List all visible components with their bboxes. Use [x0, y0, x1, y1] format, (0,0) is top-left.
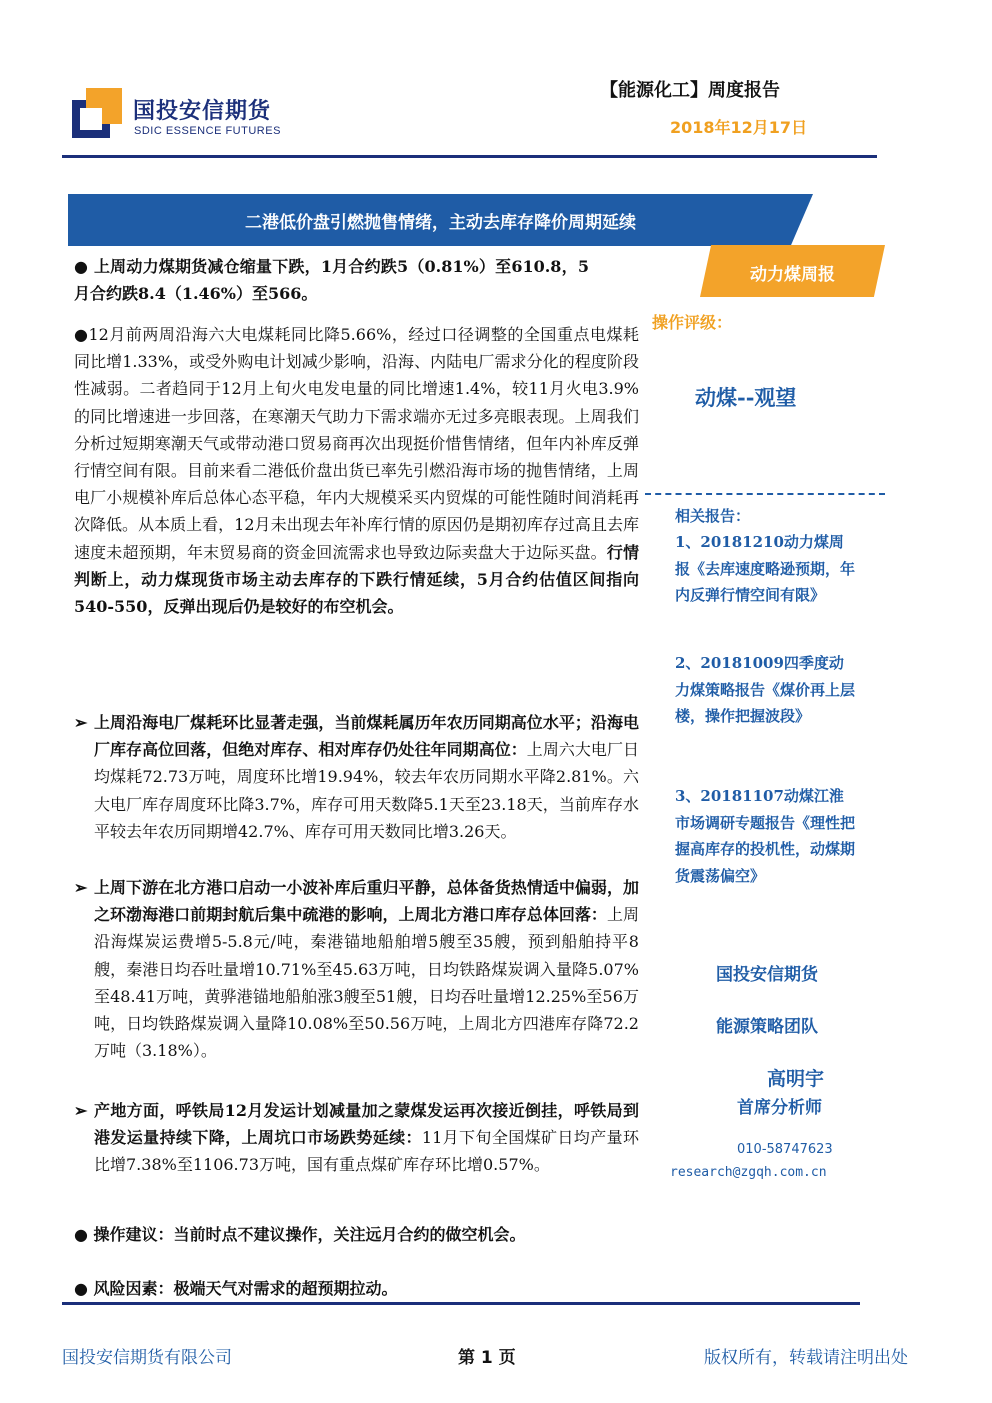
page-number: 第 1 页 [458, 1348, 516, 1368]
company-name-cn: 国投安信期货 [133, 99, 272, 124]
footer-copyright: 版权所有，转载请注明出处 [704, 1348, 908, 1368]
detail-point-2-bold: 上周下游在北方港口启动一小波补库后重归平静，总体备货热情适中偏弱，加之环渤海港口前期封航后集中疏港的影响，上周北方港口库存总体回落： [94, 878, 639, 925]
related-report-1[interactable] [675, 529, 855, 609]
analyst-name: 高明宇 [767, 1068, 825, 1090]
operation-rating-label: 操作评级： [652, 313, 733, 332]
detail-point-1 [74, 709, 639, 845]
summary-point-2-normal: ●12月前两周沿海六大电煤耗同比降5.66%，经过口径调整的全国重点电煤耗同比增1.33%，或受外购电计划减少影响，沿海、内陆电厂需求分化的程度阶段性减弱。二者趋同于12月上旬火电发电量的同比增速1.4%，较11月火电3.9%的同比增速进一步回落，在寒潮天气助力下需求端亦无过多亮眼表现。上周我们分析过短期寒潮天气或带动港口贸易商再次出现挺价惜售情绪，但年内补库反弹行情空间有限。目前来看二港低价盘出货已率先引燃沿海市场的抛售情绪，上周电厂小规模补库后总体心态平稳，年内大规模采买内贸煤的可能性随时间消耗再次降低。从本质上看，12月未出现去年补库行情的原因仍是期初库存过高且去库速度未超预期，年末贸易商的资金回流需求也导致边际卖盘大于边际买盘。 [74, 325, 639, 562]
related-report-2[interactable] [675, 650, 855, 730]
detail-point-2-normal: 上周沿海煤炭运费增5-5.8元/吨，秦港锚地船舶增5艘至35艘，预到船舶持平8艘，秦港日均吞吐量增10.71%至45.63万吨，日均铁路煤炭调入量降5.07%至48.41万吨，黄骅港锚地船舶涨3艘至51艘，日均吞吐量增12.25%至56万吨，日均铁路煤炭调入量降10.08%至50.56万吨，上周北方四港库存降72.2万吨（3.18%）。 [94, 905, 639, 1061]
related-report-3-text[interactable]: 3、20181107动煤江淮市场调研专题报告《理性把握高库存的投机性，动煤期货震荡偏空》 [675, 787, 856, 885]
footer-company: 国投安信期货有限公司 [62, 1348, 232, 1368]
summary-point-2 [74, 321, 639, 620]
summary-point-1-text: ● 上周动力煤期货减仓缩量下跌，1月合约跌5（0.81%）至610.8，5月合约跌8.4（1.46%）至566。 [74, 257, 589, 304]
report-title: 二港低价盘引燃抛售情绪，主动去库存降价周期延续 [245, 213, 636, 233]
sidebar-divider [645, 493, 885, 495]
header-divider [62, 155, 877, 158]
report-date: 2018年12月17日 [670, 118, 808, 137]
related-reports-title: 相关报告： [675, 507, 751, 525]
risk-factors: ● 风险因素：极端天气对需求的超预期拉动。 [74, 1279, 398, 1298]
detail-point-1-bold: 上周沿海电厂煤耗环比显著走强，当前煤耗属历年农历同期高位水平；沿海电厂库存高位回落，但绝对库存、相对库存仍处往年同期高位： [94, 713, 639, 760]
related-report-1-text[interactable]: 1、20181210动力煤周报《去库速度略逊预期，年内反弹行情空间有限》 [675, 533, 856, 604]
contact-phone: 010-58747623 [737, 1142, 833, 1157]
arrow-bullet-icon: ➢ [74, 713, 88, 732]
detail-point-3 [74, 1097, 639, 1179]
operation-rating-value: 动煤--观望 [695, 385, 797, 410]
category-tag-label: 动力煤周报 [750, 265, 835, 285]
sidebar-team: 能源策略团队 [716, 1017, 818, 1037]
operation-advice: ● 操作建议：当前时点不建议操作，关注远月合约的做空机会。 [74, 1225, 526, 1244]
detail-point-1-normal: 上周六大电厂日均煤耗72.73万吨，周度环比增19.94%，较去年农历同期水平降2.81%。六大电厂库存周度环比降3.7%，库存可用天数降5.1天至23.18天，当前库存水平较去年农历同期增42.7%、库存可用天数同比增3.26天。 [94, 740, 639, 841]
company-logo-icon [72, 88, 122, 138]
sidebar-company: 国投安信期货 [716, 965, 818, 985]
related-report-2-text[interactable]: 2、20181009四季度动力煤策略报告《煤价再上层楼，操作把握波段》 [675, 654, 856, 725]
arrow-bullet-icon: ➢ [74, 878, 88, 897]
company-name-en: SDIC ESSENCE FUTURES [134, 125, 281, 137]
report-type: 【能源化工】周度报告 [600, 80, 780, 101]
detail-point-3-bold: 产地方面，呼铁局12月发运计划减量加之蒙煤发运再次接近倒挂，呼铁局到港发运量持续下降，上周坑口市场跌势延续： [94, 1101, 639, 1148]
analyst-role: 首席分析师 [737, 1098, 822, 1118]
detail-point-3-normal: 11月下旬全国煤矿日均产量环比增7.38%至1106.73万吨，国有重点煤矿库存环比增0.57%。 [94, 1128, 639, 1175]
summary-point-2-bold: 行情判断上，动力煤现货市场主动去库存的下跌行情延续，5月合约估值区间指向540-550，反弹出现后仍是较好的布空机会。 [74, 542, 639, 617]
summary-point-2-text [74, 321, 639, 620]
related-report-3[interactable] [675, 783, 855, 889]
detail-point-2 [74, 874, 639, 1064]
summary-point-1 [74, 253, 589, 307]
arrow-bullet-icon: ➢ [74, 1101, 88, 1120]
contact-email[interactable]: research@zgqh.com.cn [670, 1165, 827, 1180]
footer-divider [62, 1302, 860, 1305]
